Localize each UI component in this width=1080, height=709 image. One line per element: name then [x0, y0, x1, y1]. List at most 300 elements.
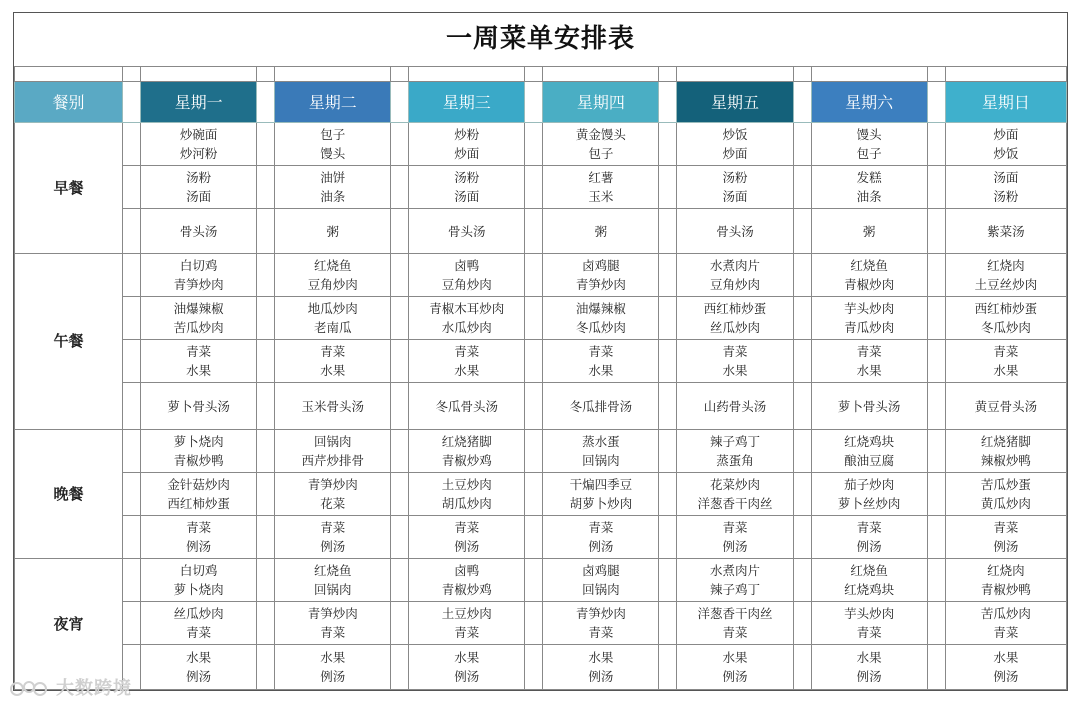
dish-cell [275, 340, 391, 383]
dish-cell [275, 254, 391, 297]
meal-label: 夜宵 [15, 559, 123, 690]
watermark-logo-icon [8, 679, 54, 699]
dish-name: 回锅肉 [582, 453, 620, 468]
gap-cell [257, 209, 275, 254]
gap-cell [257, 645, 275, 690]
dish-name: 豆角炒肉 [709, 277, 760, 292]
dish-name: 冬瓜炒肉 [575, 320, 626, 335]
dish-name: 骨头汤 [716, 223, 754, 239]
dish-cell [409, 383, 525, 430]
header-gap [793, 82, 811, 123]
dish-name: 红烧猪脚 [980, 434, 1031, 449]
dish-name: 萝卜骨头汤 [837, 398, 901, 414]
dish-name: 青笋炒肉 [173, 277, 224, 292]
dish-name: 例汤 [588, 669, 614, 684]
dish-name: 青瓜炒肉 [844, 320, 895, 335]
dish-cell [409, 340, 525, 383]
gap-cell [391, 602, 409, 645]
gap-cell [525, 209, 543, 254]
dish-cell [677, 559, 793, 602]
menu-row [15, 645, 1067, 690]
dish-name: 芋头炒肉 [844, 301, 895, 316]
dish-cell [543, 559, 659, 602]
dish-name: 汤面 [186, 189, 212, 204]
weekly-menu-table [14, 13, 1067, 690]
gap-cell [391, 254, 409, 297]
header-gap [659, 82, 677, 123]
dish-name: 青椒炒鸭 [173, 453, 224, 468]
dish-name: 西芹炒排骨 [301, 453, 364, 468]
dish-cell [275, 166, 391, 209]
gap-cell [525, 254, 543, 297]
dish-name: 炒河粉 [179, 146, 218, 161]
dish-name: 玉米 [588, 189, 614, 204]
gap-cell [123, 297, 141, 340]
dish-cell [141, 430, 257, 473]
dish-name: 青椒炒鸡 [441, 582, 492, 597]
dish-name: 汤粉 [454, 170, 480, 185]
gap-cell [927, 559, 945, 602]
dish-cell [945, 254, 1066, 297]
dish-name: 青菜 [320, 625, 346, 640]
gap-cell [391, 340, 409, 383]
dish-name: 苦瓜炒蛋 [980, 477, 1031, 492]
dish-cell [141, 123, 257, 166]
gap-cell [793, 166, 811, 209]
gap-cell [927, 645, 945, 690]
dish-name: 白切鸡 [179, 258, 218, 273]
gap-cell [659, 473, 677, 516]
dish-cell [811, 209, 927, 254]
gap-cell [123, 340, 141, 383]
dish-name: 茄子炒肉 [844, 477, 895, 492]
dish-name: 粥 [326, 223, 339, 239]
dish-name: 例汤 [722, 539, 748, 554]
dish-cell [141, 602, 257, 645]
spacer-cell [257, 67, 275, 82]
spacer-cell [811, 67, 927, 82]
spacer-cell [945, 67, 1066, 82]
gap-cell [391, 473, 409, 516]
dish-name: 例汤 [454, 669, 480, 684]
gap-cell [793, 430, 811, 473]
dish-name: 水果 [588, 363, 614, 378]
dish-name: 汤粉 [722, 170, 748, 185]
gap-cell [659, 166, 677, 209]
dish-cell [543, 383, 659, 430]
dish-cell [409, 297, 525, 340]
gap-cell [525, 473, 543, 516]
gap-cell [525, 383, 543, 430]
dish-name: 青笋炒肉 [575, 277, 626, 292]
header-gap [525, 82, 543, 123]
dish-cell [945, 516, 1066, 559]
dish-name: 青笋炒肉 [575, 606, 626, 621]
menu-row [15, 473, 1067, 516]
header-day: 星期一 [141, 82, 257, 123]
dish-cell [945, 645, 1066, 690]
dish-name: 青菜 [320, 520, 346, 535]
dish-name: 卤鸡腿 [582, 258, 620, 273]
dish-name: 蒸水蛋 [582, 434, 620, 449]
dish-name: 土豆炒肉 [441, 477, 492, 492]
spacer-cell [525, 67, 543, 82]
dish-cell [141, 559, 257, 602]
spacer-cell [927, 67, 945, 82]
menu-row [15, 166, 1067, 209]
dish-name: 例汤 [856, 669, 882, 684]
dish-cell [677, 602, 793, 645]
gap-cell [927, 473, 945, 516]
dish-name: 例汤 [320, 669, 346, 684]
header-day: 星期二 [275, 82, 391, 123]
gap-cell [525, 602, 543, 645]
dish-cell [275, 297, 391, 340]
gap-cell [257, 297, 275, 340]
gap-cell [927, 166, 945, 209]
header-gap [123, 82, 141, 123]
spacer-cell [793, 67, 811, 82]
gap-cell [793, 297, 811, 340]
gap-cell [391, 430, 409, 473]
dish-name: 玉米骨头汤 [301, 398, 364, 414]
dish-name: 青菜 [993, 520, 1019, 535]
dish-name: 蒸蛋角 [716, 453, 754, 468]
menu-row [15, 430, 1067, 473]
dish-cell [945, 123, 1066, 166]
dish-name: 炒面 [454, 146, 480, 161]
gap-cell [927, 340, 945, 383]
spacer-cell [409, 67, 525, 82]
dish-cell [543, 254, 659, 297]
dish-cell [811, 559, 927, 602]
dish-name: 胡萝卜炒肉 [569, 496, 633, 511]
menu-row [15, 254, 1067, 297]
dish-name: 辣子鸡丁 [709, 434, 760, 449]
dish-cell [141, 297, 257, 340]
dish-name: 水煮肉片 [709, 258, 760, 273]
dish-name: 芋头炒肉 [844, 606, 895, 621]
dish-cell [945, 383, 1066, 430]
gap-cell [659, 254, 677, 297]
gap-cell [123, 383, 141, 430]
gap-cell [659, 297, 677, 340]
dish-cell [811, 430, 927, 473]
dish-name: 例汤 [993, 539, 1019, 554]
dish-cell [141, 383, 257, 430]
dish-name: 骨头汤 [179, 223, 218, 239]
dish-cell [543, 473, 659, 516]
gap-cell [123, 209, 141, 254]
dish-name: 回锅肉 [313, 582, 352, 597]
dish-cell [811, 383, 927, 430]
dish-name: 炒粉 [454, 127, 480, 142]
dish-name: 水果 [993, 650, 1019, 665]
gap-cell [927, 123, 945, 166]
gap-cell [659, 340, 677, 383]
dish-name: 水果 [856, 363, 882, 378]
header-day: 星期四 [543, 82, 659, 123]
watermark-text: 大数跨境 [56, 678, 132, 699]
dish-name: 青椒炒肉 [844, 277, 895, 292]
dish-name: 水果 [993, 363, 1019, 378]
dish-cell [945, 166, 1066, 209]
dish-cell [945, 430, 1066, 473]
gap-cell [525, 559, 543, 602]
dish-name: 水果 [186, 650, 212, 665]
dish-cell [409, 645, 525, 690]
gap-cell [257, 516, 275, 559]
dish-cell [677, 430, 793, 473]
gap-cell [123, 123, 141, 166]
dish-name: 辣椒炒鸭 [980, 453, 1031, 468]
meal-label: 早餐 [15, 123, 123, 254]
dish-name: 水果 [588, 650, 614, 665]
dish-name: 西红柿炒蛋 [167, 496, 230, 511]
dish-name: 青菜 [186, 344, 212, 359]
gap-cell [525, 340, 543, 383]
gap-cell [257, 340, 275, 383]
dish-name: 萝卜烧肉 [173, 582, 224, 597]
dish-name: 冬瓜炒肉 [980, 320, 1031, 335]
dish-name: 发糕 [856, 170, 882, 185]
gap-cell [927, 254, 945, 297]
dish-cell [811, 602, 927, 645]
gap-cell [793, 516, 811, 559]
dish-name: 冬瓜排骨汤 [569, 398, 633, 414]
dish-cell [275, 559, 391, 602]
dish-cell [275, 473, 391, 516]
dish-cell [141, 645, 257, 690]
dish-name: 粥 [862, 223, 876, 239]
dish-name: 红烧鸡块 [844, 434, 895, 449]
meal-label: 晚餐 [15, 430, 123, 559]
gap-cell [659, 123, 677, 166]
page-title: 一周菜单安排表 [15, 13, 1067, 67]
dish-name: 青菜 [993, 344, 1019, 359]
dish-name: 红烧鱼 [850, 258, 888, 273]
gap-cell [391, 209, 409, 254]
header-day: 星期五 [677, 82, 793, 123]
dish-name: 水果 [722, 363, 748, 378]
dish-name: 馒头 [856, 127, 882, 142]
spacer-cell [543, 67, 659, 82]
dish-cell [141, 166, 257, 209]
dish-name: 炒饭 [993, 146, 1019, 161]
dish-name: 黄瓜炒肉 [980, 496, 1031, 511]
dish-cell [409, 209, 525, 254]
dish-name: 青笋炒肉 [307, 606, 358, 621]
dish-name: 红烧鱼 [850, 563, 888, 578]
dish-name: 冬瓜骨头汤 [435, 398, 499, 414]
gap-cell [525, 645, 543, 690]
gap-cell [793, 123, 811, 166]
menu-sheet [13, 12, 1068, 691]
header-gap [927, 82, 945, 123]
dish-cell [811, 516, 927, 559]
dish-cell [409, 516, 525, 559]
gap-cell [927, 297, 945, 340]
gap-cell [793, 645, 811, 690]
spacer-cell [677, 67, 793, 82]
dish-name: 胡瓜炒肉 [441, 496, 492, 511]
dish-name: 水果 [856, 650, 882, 665]
dish-cell [275, 516, 391, 559]
dish-name: 西红柿炒蛋 [974, 301, 1038, 316]
dish-name: 红烧肉 [987, 563, 1025, 578]
dish-name: 青菜 [454, 625, 480, 640]
dish-cell [141, 254, 257, 297]
dish-cell [275, 123, 391, 166]
dish-name: 土豆丝炒肉 [974, 277, 1038, 292]
dish-cell [811, 645, 927, 690]
dish-cell [811, 254, 927, 297]
dish-cell [677, 645, 793, 690]
gap-cell [257, 123, 275, 166]
gap-cell [391, 297, 409, 340]
dish-cell [945, 209, 1066, 254]
gap-cell [793, 254, 811, 297]
dish-name: 水果 [722, 650, 748, 665]
gap-cell [257, 430, 275, 473]
dish-name: 萝卜骨头汤 [167, 398, 230, 414]
gap-cell [123, 430, 141, 473]
menu-row [15, 559, 1067, 602]
dish-name: 山药骨头汤 [703, 398, 767, 414]
dish-name: 回锅肉 [313, 434, 352, 449]
gap-cell [257, 473, 275, 516]
menu-row [15, 383, 1067, 430]
dish-name: 汤粉 [993, 189, 1019, 204]
gap-cell [525, 297, 543, 340]
dish-name: 水果 [320, 363, 346, 378]
dish-name: 黄豆骨头汤 [974, 398, 1038, 414]
header-row [15, 82, 1067, 123]
dish-name: 青菜 [588, 344, 614, 359]
dish-name: 包子 [320, 127, 346, 142]
dish-cell [811, 166, 927, 209]
dish-name: 萝卜烧肉 [173, 434, 224, 449]
spacer-cell [275, 67, 391, 82]
dish-name: 包子 [588, 146, 614, 161]
gap-cell [927, 430, 945, 473]
menu-row [15, 516, 1067, 559]
dish-cell [945, 559, 1066, 602]
dish-name: 汤面 [993, 170, 1019, 185]
dish-name: 例汤 [320, 539, 346, 554]
dish-name: 豆角炒肉 [307, 277, 358, 292]
gap-cell [123, 602, 141, 645]
dish-name: 金针菇炒肉 [167, 477, 230, 492]
dish-cell [275, 430, 391, 473]
dish-name: 油条 [856, 189, 882, 204]
dish-cell [543, 516, 659, 559]
dish-name: 汤粉 [186, 170, 212, 185]
header-gap [257, 82, 275, 123]
dish-cell [677, 516, 793, 559]
dish-name: 青椒木耳炒肉 [429, 301, 505, 316]
menu-row [15, 602, 1067, 645]
dish-name: 花菜炒肉 [709, 477, 760, 492]
dish-cell [677, 340, 793, 383]
gap-cell [793, 209, 811, 254]
dish-cell [543, 297, 659, 340]
dish-cell [677, 209, 793, 254]
dish-cell [141, 209, 257, 254]
dish-name: 油条 [320, 189, 346, 204]
gap-cell [659, 430, 677, 473]
menu-row [15, 209, 1067, 254]
dish-name: 白切鸡 [179, 563, 218, 578]
watermark [8, 674, 132, 700]
dish-name: 洋葱香干肉丝 [697, 496, 773, 511]
dish-cell [409, 254, 525, 297]
gap-cell [793, 473, 811, 516]
gap-cell [659, 516, 677, 559]
dish-name: 红烧鱼 [313, 563, 352, 578]
gap-cell [525, 166, 543, 209]
dish-name: 青菜 [454, 520, 480, 535]
dish-name: 青菜 [856, 344, 882, 359]
dish-cell [811, 123, 927, 166]
dish-name: 青菜 [588, 520, 614, 535]
dish-cell [141, 516, 257, 559]
dish-name: 水煮肉片 [709, 563, 760, 578]
gap-cell [659, 559, 677, 602]
dish-name: 红烧肉 [987, 258, 1025, 273]
header-day: 星期日 [945, 82, 1066, 123]
dish-cell [141, 473, 257, 516]
gap-cell [927, 383, 945, 430]
dish-cell [543, 340, 659, 383]
dish-cell [275, 602, 391, 645]
dish-name: 例汤 [186, 539, 212, 554]
header-day: 星期六 [811, 82, 927, 123]
dish-name: 卤鸡腿 [582, 563, 620, 578]
dish-cell [275, 645, 391, 690]
dish-name: 青椒炒鸡 [441, 453, 492, 468]
dish-name: 水果 [186, 363, 212, 378]
dish-cell [409, 430, 525, 473]
dish-name: 丝瓜炒肉 [173, 606, 224, 621]
dish-cell [677, 473, 793, 516]
dish-name: 炒面 [993, 127, 1019, 142]
dish-name: 土豆炒肉 [441, 606, 492, 621]
gap-cell [525, 123, 543, 166]
dish-name: 粥 [594, 223, 608, 239]
gap-cell [391, 559, 409, 602]
dish-name: 水果 [320, 650, 346, 665]
dish-name: 豆角炒肉 [441, 277, 492, 292]
dish-name: 油饼 [320, 170, 346, 185]
dish-name: 青菜 [186, 520, 212, 535]
menu-row [15, 123, 1067, 166]
dish-cell [409, 473, 525, 516]
gap-cell [391, 123, 409, 166]
dish-name: 例汤 [186, 669, 212, 684]
header-day: 星期三 [409, 82, 525, 123]
gap-cell [525, 516, 543, 559]
dish-name: 萝卜丝炒肉 [837, 496, 901, 511]
dish-cell [543, 602, 659, 645]
header-meal: 餐别 [15, 82, 123, 123]
dish-cell [945, 473, 1066, 516]
spacer-row [15, 67, 1067, 82]
dish-cell [677, 166, 793, 209]
dish-name: 洋葱香干肉丝 [697, 606, 773, 621]
dish-name: 青笋炒肉 [307, 477, 358, 492]
dish-name: 丝瓜炒肉 [709, 320, 760, 335]
